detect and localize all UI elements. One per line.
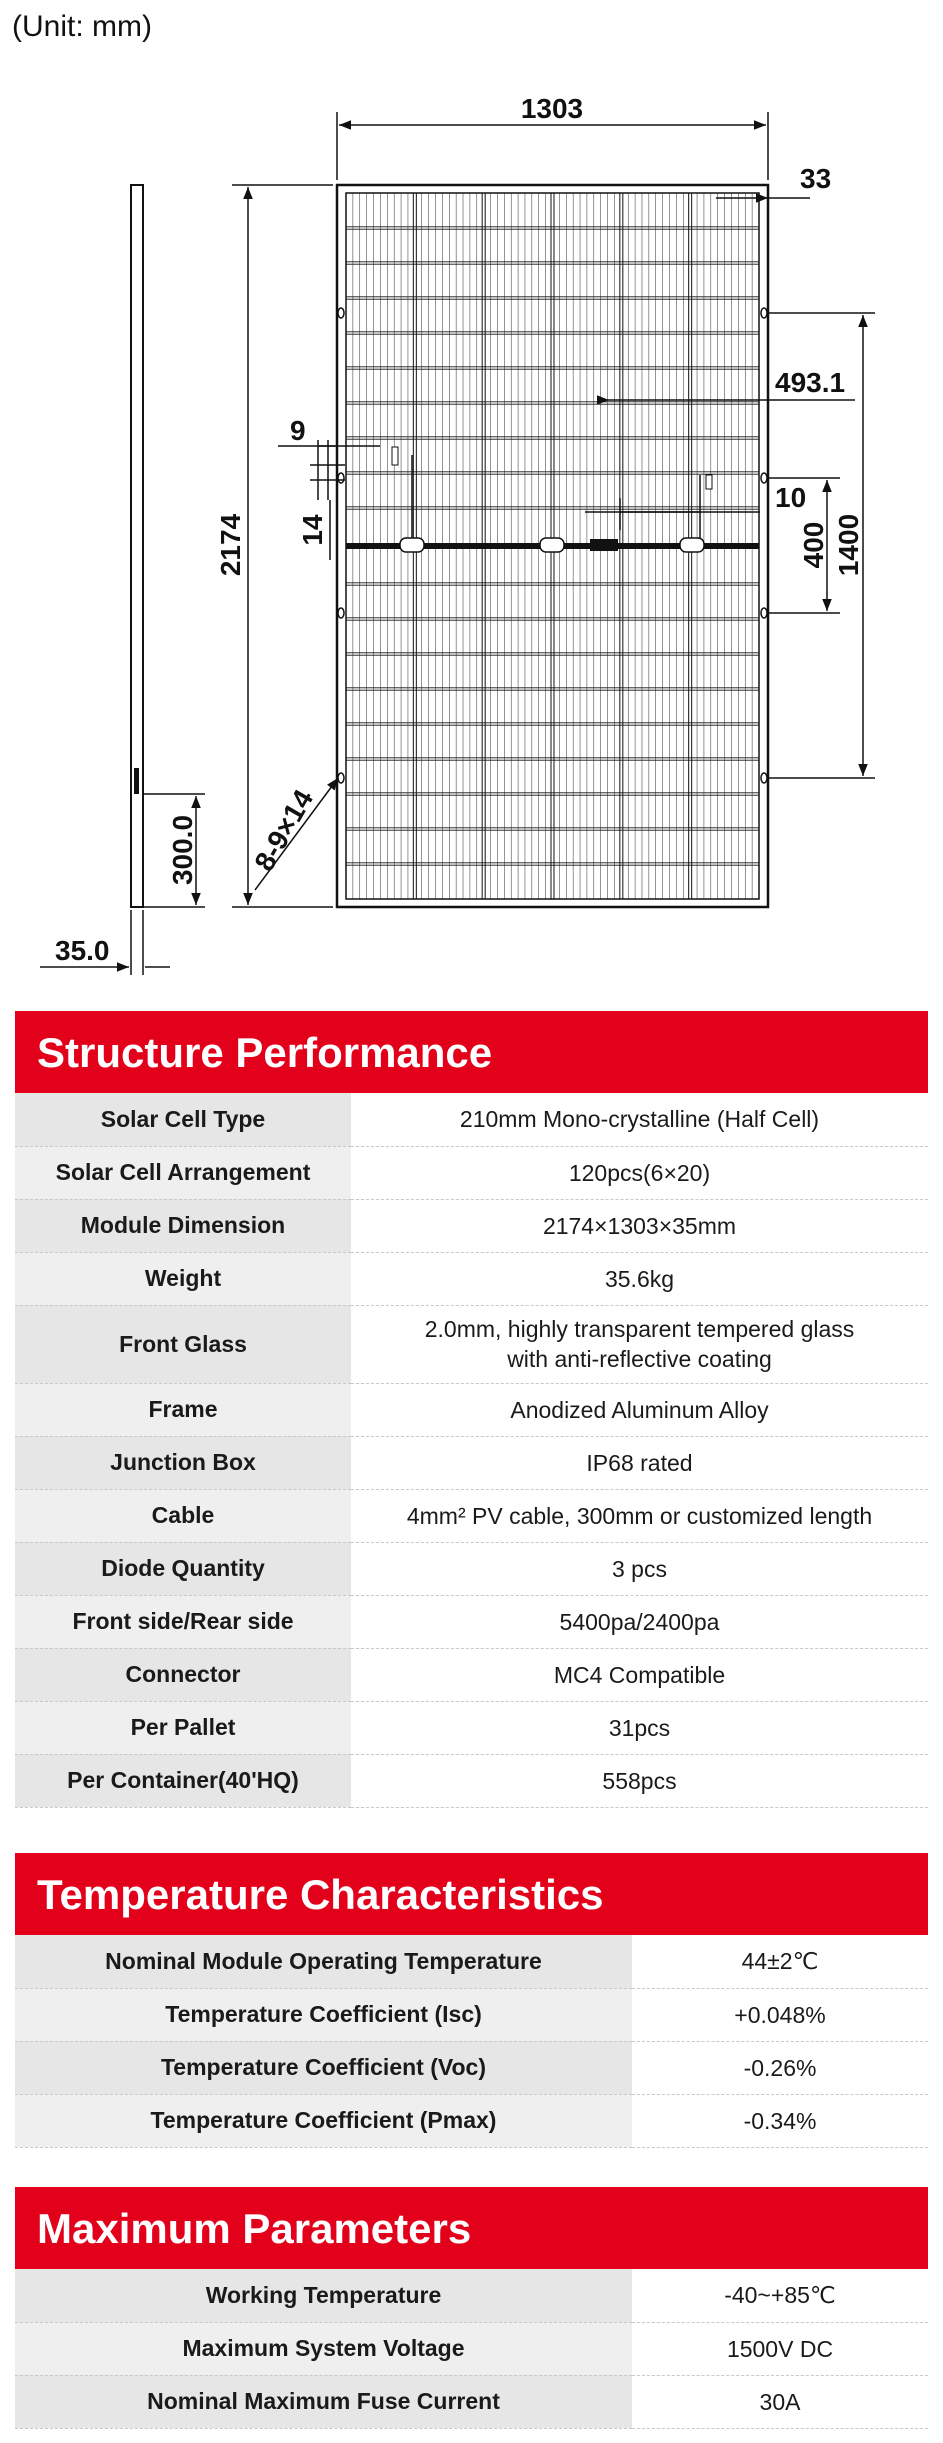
temperature-characteristics-table — [15, 1935, 928, 2148]
dim-35-label: 35.0 — [55, 935, 110, 966]
row-label: Solar Cell Arrangement — [15, 1146, 351, 1199]
dim-drain-holes-label: 8-9×14 — [248, 784, 320, 877]
row-label: Frame — [15, 1383, 351, 1436]
temperature-characteristics-title: Temperature Characteristics — [15, 1853, 928, 1935]
dim-hole-14-label: 14 — [297, 514, 328, 546]
row-value: 31pcs — [351, 1701, 928, 1754]
module-dimension-drawing — [0, 0, 943, 975]
row-value: 44±2℃ — [632, 1935, 928, 1988]
row-value: 120pcs(6×20) — [351, 1146, 928, 1199]
row-value: -40~+85℃ — [632, 2269, 928, 2322]
dim-1400-label: 1400 — [833, 513, 864, 577]
row-label: Module Dimension — [15, 1199, 351, 1252]
structure-performance-table — [15, 1093, 928, 1808]
row-value: 4mm² PV cable, 300mm or customized length — [351, 1489, 928, 1542]
table-row — [15, 1252, 928, 1305]
table-row — [15, 1146, 928, 1199]
row-value-line1: 2.0mm, highly transparent tempered glass — [424, 1316, 855, 1342]
row-label: Diode Quantity — [15, 1542, 351, 1595]
row-value: MC4 Compatible — [351, 1648, 928, 1701]
table-row — [15, 2041, 928, 2094]
dim-400-label: 400 — [798, 521, 829, 569]
table-row — [15, 1489, 928, 1542]
dim-hole-9-label: 9 — [290, 415, 306, 446]
structure-performance-title: Structure Performance — [15, 1011, 928, 1093]
maximum-parameters-title: Maximum Parameters — [15, 2187, 928, 2269]
row-value: Anodized Aluminum Alloy — [351, 1383, 928, 1436]
temperature-characteristics-section — [15, 1853, 928, 2148]
row-value: 1500V DC — [632, 2322, 928, 2375]
table-row — [15, 1383, 928, 1436]
table-row — [15, 1199, 928, 1252]
row-label: Front Glass — [15, 1305, 351, 1383]
row-value: IP68 rated — [351, 1436, 928, 1489]
row-value: -0.26% — [632, 2041, 928, 2094]
row-value: 35.6kg — [351, 1252, 928, 1305]
row-label: Weight — [15, 1252, 351, 1305]
row-label: Per Container(40'HQ) — [15, 1754, 351, 1807]
side-profile-view — [131, 185, 143, 907]
table-row — [15, 1648, 928, 1701]
table-row — [15, 1093, 928, 1146]
row-label: Nominal Maximum Fuse Current — [15, 2375, 632, 2428]
table-row — [15, 1436, 928, 1489]
row-value: 2174×1303×35mm — [351, 1199, 928, 1252]
row-value: +0.048% — [632, 1988, 928, 2041]
table-row — [15, 1701, 928, 1754]
table-row — [15, 2269, 928, 2322]
unit-label: (Unit: mm) — [12, 10, 152, 43]
dim-10-label: 10 — [775, 482, 807, 513]
row-value: 30A — [632, 2375, 928, 2428]
row-label: Working Temperature — [15, 2269, 632, 2322]
table-row — [15, 2375, 928, 2428]
maximum-parameters-table — [15, 2269, 928, 2429]
table-row — [15, 1754, 928, 1807]
row-label: Cable — [15, 1489, 351, 1542]
table-row — [15, 2322, 928, 2375]
dim-300-label: 300.0 — [167, 814, 198, 886]
row-label: Front side/Rear side — [15, 1595, 351, 1648]
dim-frame-edge-label: 33 — [800, 163, 832, 194]
dim-width-label: 1303 — [520, 93, 584, 124]
row-label: Junction Box — [15, 1436, 351, 1489]
row-label: Temperature Coefficient (Voc) — [15, 2041, 632, 2094]
table-row — [15, 1988, 928, 2041]
row-label: Solar Cell Type — [15, 1093, 351, 1146]
row-value — [351, 1305, 928, 1383]
row-label: Temperature Coefficient (Pmax) — [15, 2094, 632, 2147]
row-value: 3 pcs — [351, 1542, 928, 1595]
maximum-parameters-section — [15, 2187, 928, 2429]
row-label: Per Pallet — [15, 1701, 351, 1754]
row-label: Temperature Coefficient (Isc) — [15, 1988, 632, 2041]
row-label: Connector — [15, 1648, 351, 1701]
row-value: -0.34% — [632, 2094, 928, 2147]
row-value-line2: with anti-reflective coating — [507, 1346, 772, 1372]
table-row — [15, 1542, 928, 1595]
dim-height-label: 2174 — [215, 513, 246, 577]
row-value: 210mm Mono-crystalline (Half Cell) — [351, 1093, 928, 1146]
row-value: 5400pa/2400pa — [351, 1595, 928, 1648]
row-label: Nominal Module Operating Temperature — [15, 1935, 632, 1988]
table-row — [15, 1595, 928, 1648]
structure-performance-section — [15, 1011, 928, 1808]
table-row — [15, 2094, 928, 2147]
row-label: Maximum System Voltage — [15, 2322, 632, 2375]
row-value: 558pcs — [351, 1754, 928, 1807]
table-row — [15, 1305, 928, 1383]
table-row — [15, 1935, 928, 1988]
dim-hole-offset-label: 493.1 — [775, 367, 846, 398]
